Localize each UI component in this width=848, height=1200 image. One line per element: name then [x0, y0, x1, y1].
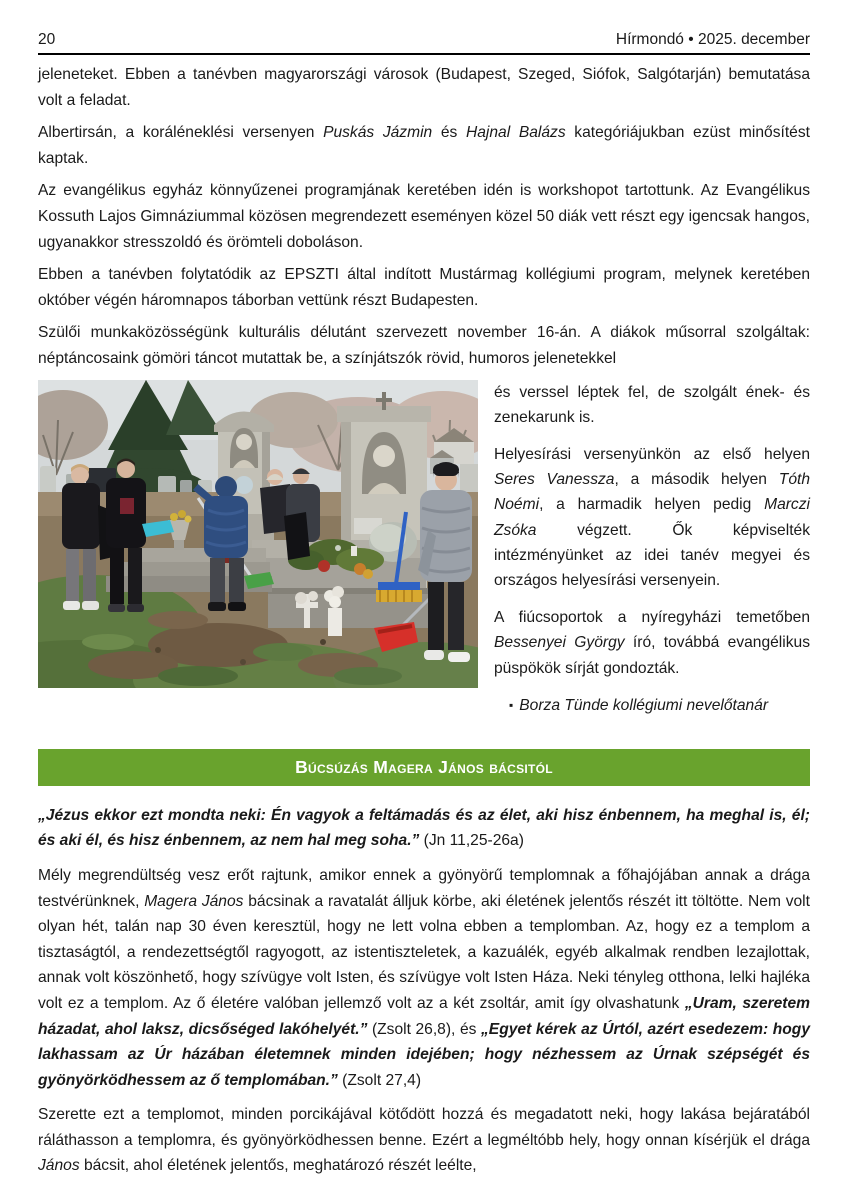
header-title: Hírmondó • 2025. december [615, 31, 810, 48]
side-paragraph-3: A fiúcsoportok a nyíregyházi temetőben Bessenyei György író, továbbá evangélikus püspökök sírját gondozták. [494, 609, 810, 677]
paragraph-3: Az evangélikus egyház könnyűzenei programjának keretében idén is workshopot tartottunk. Az Evangélikus Kossuth Lajos Gimnáziummal közösen megrendezett eseményen közel 50 diák vett részt egy igencsak hangos, ugyanakkor stresszoldó és örömteli doboláson. [38, 182, 810, 251]
cemetery-photo [38, 380, 478, 688]
section-banner [38, 749, 810, 786]
red-apple-icon [318, 560, 330, 572]
bust-right-icon [373, 445, 395, 467]
byline-bullet-icon: ▪ [509, 697, 514, 712]
byline-text: Borza Tünde kollégiumi nevelőtanár [519, 696, 769, 714]
farewell-paragraph-2: Szerette ezt a templomot, minden porcikájával kötődött hozzá és megadatott neki, hogy lakása bejáratából ráláthasson a templomra, és gyönyörködhessen benne. Ezért a legméltóbb hely, hogy onnan kísérjük el drága János bácsit, ahol életének jelentős, meghatározó részét leélte, [38, 1106, 810, 1175]
byline [494, 693, 810, 718]
farewell-paragraph-1: Mély megrendültség vesz erőt rajtunk, amikor ennek a gyönyörű templomnak a főhajójában annak a drága testvérünknek, Magera János bácsinak a ravatalát álljuk körbe, aki életének jelentős részét itt töltötte. Nem volt olyan hét, talán nap 30 éven keresztül, hogy ne lett volna ebben a templomban. Az, hogy ez a templom a tisztaságtól, a rendezettségtől ragyogott, az istentiszteletek, a kazuálék, egyéb alkalmak rendben lezajlottak, annak volt köszönhető, hogy szívügye volt Isten, és szívügye volt Isten Háza. Neki tényleg otthona, lelki hajléka volt ez a templom. Az ő életére valóban jellemző volt az a két zsoltár, amit így olvashatunk „Uram, szeretem házadat, ahol laksz, dicsőséged lakóhelyét.” (Zsolt 26,8), és „Egyet kérek az Úrtól, azért esedezem: hogy lakhassam az Úr házában életemnek minden idejében; hogy nézhessem az Úrnak szépségét és gyönyörködhessem az ő templomában.” (Zsolt 27,4) [38, 866, 810, 1089]
photo-and-text-row [38, 380, 810, 718]
page-number: 20 [38, 31, 56, 48]
farewell-section [38, 803, 810, 1179]
bust-left-icon [236, 434, 252, 450]
white-vase-icon [328, 608, 342, 636]
paragraph-5: Szülői munkaközösségünk kulturális délutánt szervezett november 16-án. A diákok műsorral szolgáltak: néptáncosaink gömöri táncot mutattak be, a színjátszók rövid, humoros jelenetekkel [38, 324, 810, 367]
page-header [38, 30, 810, 55]
trash-bag-2-icon [284, 512, 310, 560]
paragraph-2: Albertirsán, a koráléneklési versenyen Puskás Jázmin és Hajnal Balázs kategóriájukban ezüst minősítést kaptak. [38, 124, 810, 167]
scripture-quote: „Jézus ekkor ezt mondta neki: Én vagyok a feltámadás és az élet, aki hisz énbennem, ha meghal is, él; és aki él, és hisz énbennem, az nem hal meg soha.” (Jn 11,25-26a) [38, 806, 810, 850]
side-paragraph-2: Helyesírási versenyünkön az első helyen Seres Vanessza, a második helyen Tóth Noémi, a harmadik helyen pedig Marczi Zsóka végzett. Ők képviselték intézményünket az idei tanév megyei és országos helyesírási versenyein. [494, 445, 810, 589]
cemetery-photo-illustration [38, 380, 478, 688]
section-banner-label: Búcsúzás Magera János bácsitól [295, 756, 553, 777]
photo-side-column [494, 380, 810, 718]
page-body [38, 62, 810, 1179]
broom-bristles-icon [376, 590, 422, 602]
beanie-icon [433, 464, 459, 476]
paragraph-4: Ebben a tanévben folytatódik az EPSZTI által indított Mustármag kollégiumi program, melynek keretében október végén háromnapos táborban vettünk részt Budapesten. [38, 266, 810, 309]
paragraph-1: jeleneteket. Ebben a tanévben magyarországi városok (Budapest, Szeged, Siófok, Salgótarján) bemutatása volt a feladat. [38, 66, 810, 109]
side-paragraph-1: és verssel léptek fel, de szolgált ének- és zenekarunk is. [494, 383, 810, 426]
wreath-icon [235, 476, 253, 494]
